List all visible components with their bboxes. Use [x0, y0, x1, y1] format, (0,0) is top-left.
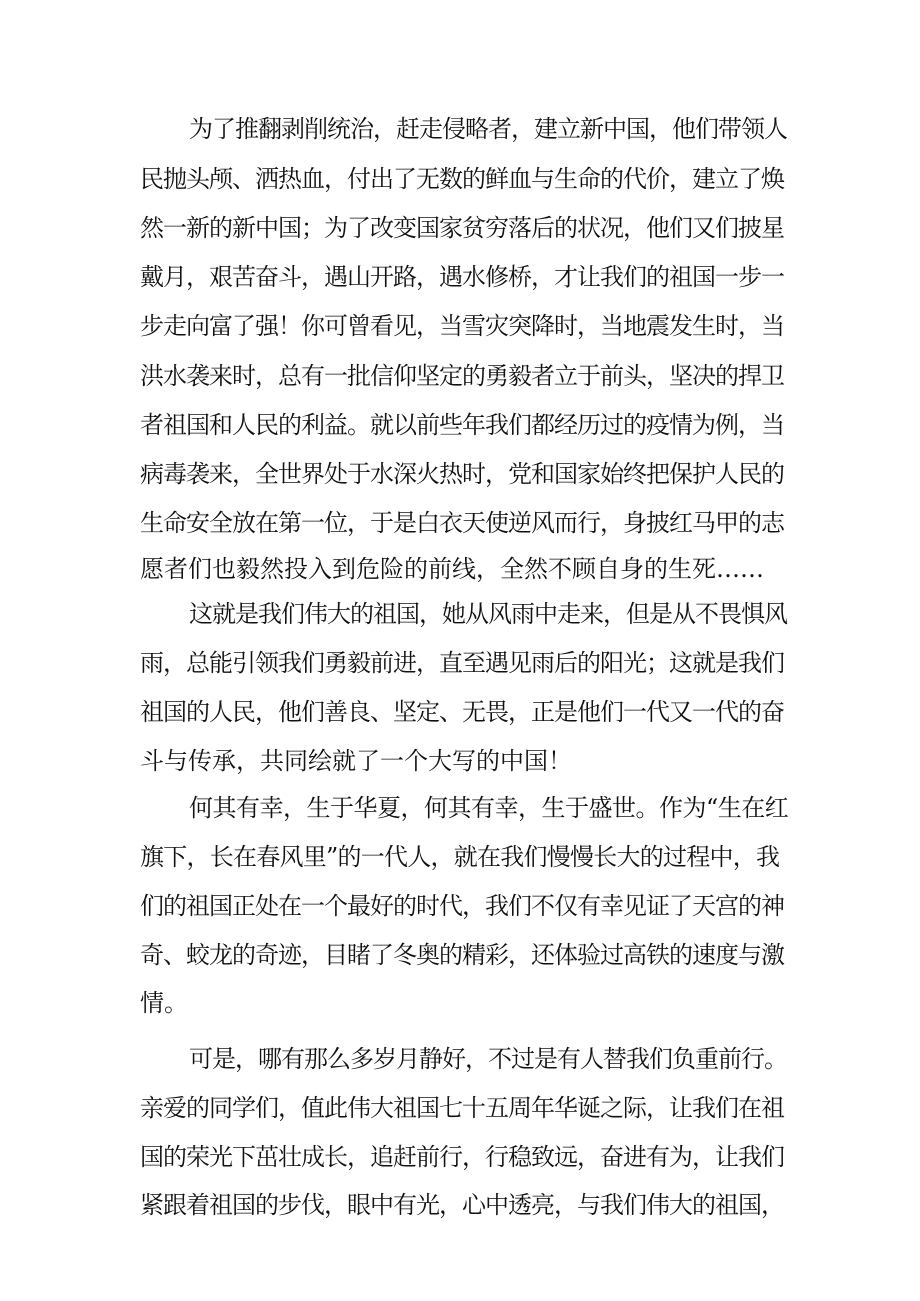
text-line: 生命安全放在第一位，于是白衣天使逆风而行，身披红马甲的志	[140, 509, 784, 537]
text-line: 这就是我们伟大的祖国，她从风雨中走来，但是从不畏惧风	[189, 600, 787, 628]
text-line: 情。	[140, 989, 188, 1017]
text-line: 步走向富了强！你可曾看见，当雪灾突降时，当地震发生时，当	[140, 312, 784, 340]
text-line: 为了推翻剥削统治，赶走侵略者，建立新中国，他们带领人	[189, 115, 787, 143]
text-line: 愿者们也毅然投入到危险的前线，全然不顾自身的生死……	[140, 555, 764, 583]
text-line: 斗与传承，共同绘就了一个大写的中国！	[140, 747, 572, 775]
text-line: 然一新的新中国；为了改变国家贫穷落后的状况，他们又们披星	[140, 214, 784, 242]
text-line: 祖国的人民，他们善良、坚定、无畏，正是他们一代又一代的奋	[140, 698, 784, 726]
text-line: 旗下，长在春风里”的一代人，就在我们慢慢长大的过程中，我	[140, 843, 780, 871]
text-line: 紧跟着祖国的步伐，眼中有光，心中透亮，与我们伟大的祖国，	[140, 1191, 784, 1219]
text-line: 国的荣光下茁壮成长，追赶前行，行稳致远，奋进有为，让我们	[140, 1143, 784, 1171]
text-line: 者祖国和人民的利益。就以前些年我们都经历过的疫情为例，当	[140, 411, 784, 439]
text-line: 何其有幸，生于华夏，何其有幸，生于盛世。作为“生在红	[189, 794, 789, 822]
text-line: 民抛头颅、洒热血，付出了无数的鲜血与生命的代价，建立了焕	[140, 165, 784, 193]
text-line: 们的祖国正处在一个最好的时代，我们不仅有幸见证了天宫的神	[140, 892, 784, 920]
text-line: 亲爱的同学们，值此伟大祖国七十五周年华诞之际，让我们在祖	[140, 1094, 784, 1122]
text-line: 洪水袭来时，总有一批信仰坚定的勇毅者立于前头，坚决的捍卫	[140, 362, 784, 390]
text-line: 雨，总能引领我们勇毅前进，直至遇见雨后的阳光；这就是我们	[140, 649, 784, 677]
text-line: 病毒袭来，全世界处于水深火热时，党和国家始终把保护人民的	[140, 460, 784, 488]
text-line: 奇、蛟龙的奇迹，目睹了冬奥的精彩，还体验过高铁的速度与激	[140, 941, 784, 969]
text-line: 戴月，艰苦奋斗，遇山开路，遇水修桥，才让我们的祖国一步一	[140, 263, 784, 291]
text-line: 可是，哪有那么多岁月静好，不过是有人替我们负重前行。	[189, 1045, 787, 1073]
